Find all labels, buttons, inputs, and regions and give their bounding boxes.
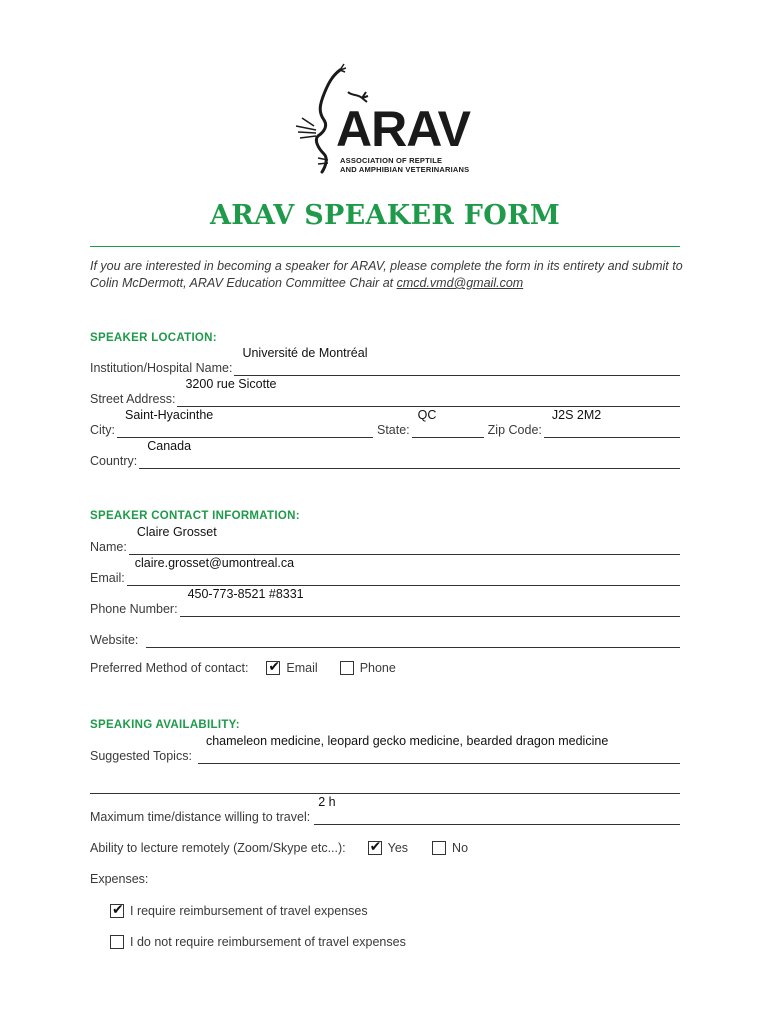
city-value: Saint-Hyacinthe [125,408,214,422]
preferred-email-label: Email [286,661,318,675]
name-value: Claire Grosset [136,525,217,539]
remote-row [90,835,680,861]
zip-value: J2S 2M2 [551,408,602,422]
logo-subtitle-line1: ASSOCIATION OF REPTILE [340,156,443,165]
street-field[interactable] [177,377,680,407]
section-speaker-location: SPEAKER LOCATION: [90,332,217,344]
state-value: QC [417,408,437,422]
remote-no-label: No [452,841,469,855]
institution-field[interactable] [234,346,680,376]
email-label: Email: [90,571,125,585]
checkmark-icon: ✔ [112,901,124,917]
remote-label: Ability to lecture remotely (Zoom/Skype etc...): [90,841,346,855]
remote-yes-checkbox[interactable] [368,838,382,855]
name-field[interactable] [129,525,680,555]
reimburse-no-checkbox[interactable] [110,935,124,949]
phone-label: Phone Number: [90,602,178,616]
expenses-row [90,866,680,892]
remote-no-option[interactable] [432,841,468,855]
logo-wordmark: ARAV [336,101,470,157]
remote-yes-option[interactable] [368,838,409,855]
country-field[interactable] [139,439,680,469]
reimburse-no-label: I do not require reimbursement of travel expenses [130,935,406,949]
remote-no-checkbox[interactable] [432,841,446,855]
intro-text [90,258,690,292]
reimburse-yes-row [110,898,700,924]
phone-row [90,587,680,617]
institution-label: Institution/Hospital Name: [90,361,233,375]
website-row [90,622,680,648]
section-contact-information: SPEAKER CONTACT INFORMATION: [90,510,300,522]
reimburse-no-option[interactable] [110,935,406,949]
city-state-zip-row [90,408,680,438]
page-title: ARAV SPEAKER FORM [209,200,561,231]
intro-body: If you are interested in becoming a speaker for ARAV, please complete the form in its entirety and submit to Colin McDermott, ARAV Education Committee Chair at [90,259,683,290]
topics-extra-row [90,768,680,794]
reimburse-yes-checkbox[interactable] [110,901,124,918]
reimburse-yes-option[interactable] [110,901,368,918]
reimburse-no-row [110,929,700,955]
reimburse-yes-label: I require reimbursement of travel expenses [130,904,368,918]
city-label: City: [90,423,115,437]
state-label: State: [377,423,410,437]
title-divider [90,246,680,247]
topics-label: Suggested Topics: [90,749,192,763]
country-value: Canada [147,439,192,453]
zip-label: Zip Code: [487,423,542,437]
expenses-label: Expenses: [90,872,149,886]
institution-value: Université de Montréal [242,346,368,360]
travel-row [90,795,680,825]
topics-extra-field[interactable] [90,770,680,794]
phone-field[interactable] [180,587,680,617]
logo-subtitle [340,156,469,174]
email-value: claire.grosset@umontreal.ca [134,556,295,570]
city-field[interactable] [117,408,373,438]
topics-field[interactable] [198,734,680,764]
checkmark-icon: ✔ [268,658,281,674]
email-row [90,556,680,586]
arav-logo [288,62,488,182]
country-row [90,439,680,469]
preferred-contact-row [90,655,680,681]
state-field[interactable] [412,408,484,438]
email-field[interactable] [127,556,680,586]
contact-email-link[interactable]: cmcd.vmd@gmail.com [396,276,524,290]
phone-value: 450-773-8521 #8331 [187,587,304,601]
name-row [90,525,680,555]
street-row [90,377,680,407]
preferred-phone-label: Phone [359,661,396,675]
country-label: Country: [90,454,138,468]
logo-subtitle-line2: AND AMPHIBIAN VETERINARIANS [340,165,470,174]
street-value: 3200 rue Sicotte [185,377,277,391]
topics-row [90,734,680,764]
street-label: Street Address: [90,392,176,406]
travel-value: 2 h [318,795,336,809]
topics-value: chameleon medicine, leopard gecko medicine, bearded dragon medicine [205,734,609,748]
preferred-phone-option[interactable] [340,661,396,675]
remote-yes-label: Yes [387,841,409,855]
website-label: Website: [90,633,139,647]
website-field[interactable] [146,624,680,648]
preferred-contact-label: Preferred Method of contact: [90,661,249,675]
institution-row [90,346,680,376]
travel-label: Maximum time/distance willing to travel: [90,810,311,824]
name-label: Name: [90,540,127,554]
preferred-email-option[interactable] [266,658,318,675]
preferred-phone-checkbox[interactable] [340,661,354,675]
section-speaking-availability: SPEAKING AVAILABILITY: [90,719,240,731]
travel-field[interactable] [314,795,680,825]
checkmark-icon: ✔ [369,838,382,854]
zip-field[interactable] [544,408,680,438]
preferred-email-checkbox[interactable] [266,658,281,675]
